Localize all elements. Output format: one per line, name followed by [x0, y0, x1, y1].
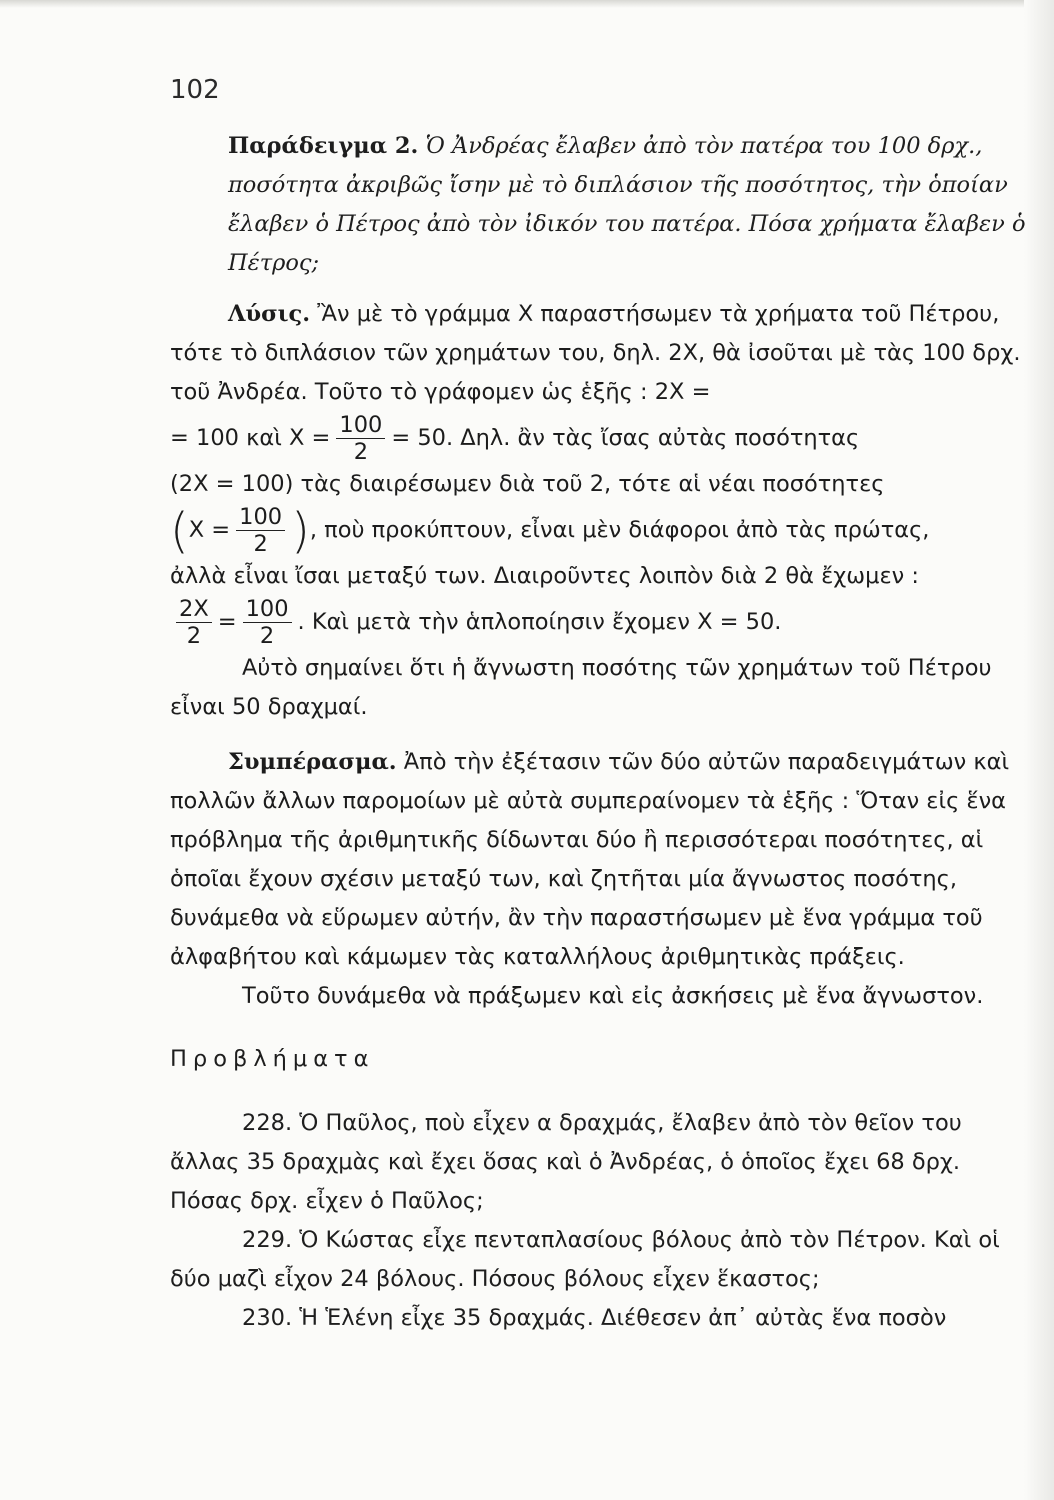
problem-229: 229. Ὁ Κώστας εἶχε πενταπλασίους βόλους ἀπὸ τὸν Πέτρον. Καὶ οἱ δύο μαζὶ εἶχον 24 βόλους. Πόσους βόλους εἶχεν ἕκαστος; [170, 1227, 1000, 1292]
equation-2-suffix: , ποὺ προκύπτουν, εἶναι μὲν διάφοροι ἀπὸ τὰς πρώτας, [309, 517, 930, 543]
fraction-denominator: 2 [253, 531, 268, 557]
example-paragraph [228, 127, 1030, 283]
equation-1-suffix: = 50. Δηλ. ἂν τὰς ἴσας αὐτὰς ποσότητας [391, 425, 860, 451]
right-parenthesis: ) [291, 502, 310, 559]
example-text: Ὁ Ἀνδρέας ἔλαβεν ἀπὸ τὸν πατέρα του 100 δρχ., ποσότητα ἀκριβῶς ἴσην μὲ τὸ διπλάσιον τῆς ποσότητος, τὴν ὁποίαν ἔλαβεν ὁ Πέτρος ἀπὸ τὸν ἰδικόν του πατέρα. Πόσα χρήματα ἔλαβεν ὁ Πέτρος; [228, 133, 1026, 276]
fraction-numerator: 100 [236, 504, 285, 531]
fraction-100-over-2-c [243, 596, 292, 649]
fraction-100-over-2-b [236, 504, 285, 557]
fraction-denominator: 2 [353, 439, 369, 465]
page-top-shadow [0, 0, 1054, 8]
solution-text-1: Ἂν μὲ τὸ γράμμα Χ παραστήσωμεν τὰ χρήματα τοῦ Πέτρου, τότε τὸ διπλάσιον τῶν χρημάτων του, δηλ. 2Χ, θὰ ἰσοῦται μὲ τὰς 100 δρχ. τοῦ Ἀνδρέα. Τοῦτο τὸ γράφομεν ὡς ἑξῆς : 2Χ = [170, 301, 1021, 405]
conclusion-text-2: Τοῦτο δυνάμεθα νὰ πράξωμεν καὶ εἰς ἀσκήσεις μὲ ἕνα ἄγνωστον. [242, 983, 984, 1009]
solution-paragraph [170, 295, 1030, 412]
problems-heading: Προβλήματα [170, 1046, 375, 1072]
solution-text-4: Αὐτὸ σημαίνει ὅτι ἡ ἄγνωστη ποσότης τῶν χρημάτων τοῦ Πέτρου εἶναι 50 δραχμαί. [170, 655, 992, 720]
equation-3-suffix: . Καὶ μετὰ τὴν ἁπλοποίησιν ἔχομεν Χ = 50. [297, 609, 782, 635]
book-page [170, 75, 1030, 1338]
equation-1 [170, 412, 1030, 465]
solution-heading: Λύσις. [228, 301, 311, 327]
conclusion-text: Ἀπὸ τὴν ἐξέτασιν τῶν δύο αὐτῶν παραδειγμάτων καὶ πολλῶν ἄλλων παρομοίων μὲ αὐτὰ συμπεραίνομεν τὰ ἑξῆς : Ὅταν εἰς ἕνα πρόβλημα τῆς ἀριθμητικῆς δίδωνται δύο ἢ περισσότεραι ποσότητες, αἱ ὁποῖαι ἔχουν σχέσιν μεταξύ των, καὶ ζητῆται μία ἄγνωστος ποσότης, δυνάμεθα νὰ εὕρωμεν αὐτήν, ἂν τὴν παραστήσωμεν μὲ ἕνα γράμμα τοῦ ἀλφαβήτου καὶ κάμωμεν τὰς καταλλήλους ἀριθμητικὰς πράξεις. [170, 749, 1010, 970]
left-parenthesis: ( [170, 502, 189, 559]
conclusion-heading: Συμπέρασμα. [228, 749, 397, 775]
equals-sign: = [217, 609, 237, 635]
fraction-numerator: 100 [243, 596, 292, 623]
example-heading: Παράδειγμα 2. [228, 133, 419, 159]
problem-230: 230. Ἡ Ἑλένη εἶχε 35 δραχμάς. Διέθεσεν ἀπ᾽ αὐτὰς ἕνα ποσὸν [242, 1305, 947, 1331]
fraction-denominator: 2 [259, 623, 275, 649]
fraction-2x-over-2 [176, 596, 212, 649]
fraction-100-over-2 [336, 412, 385, 465]
equation-1-prefix: = 100 καὶ Χ = [170, 425, 331, 451]
equation-2-prefix: Χ = [188, 517, 231, 543]
page-number: 102 [170, 75, 220, 105]
problem-228: 228. Ὁ Παῦλος, ποὺ εἶχεν α δραχμάς, ἔλαβεν ἀπὸ τὸν θεῖον του ἄλλας 35 δραχμὰς καὶ ἔχει ὅσας καὶ ὁ Ἀνδρέας, ὁ ὁποῖος ἔχει 68 δρχ. Πόσας δρχ. εἶχεν ὁ Παῦλος; [170, 1110, 962, 1214]
solution-text-2: (2Χ = 100) τὰς διαιρέσωμεν διὰ τοῦ 2, τότε αἱ νέαι ποσότητες [170, 471, 885, 497]
fraction-numerator: 100 [336, 412, 385, 439]
fraction-denominator: 2 [186, 623, 202, 649]
equation-3 [170, 596, 1030, 649]
solution-text-3: ἀλλὰ εἶναι ἴσαι μεταξύ των. Διαιροῦντες λοιπὸν διὰ 2 θὰ ἔχωμεν : [170, 563, 919, 589]
equation-2 [170, 504, 1030, 557]
conclusion-paragraph [170, 743, 1030, 977]
fraction-numerator: 2Χ [176, 596, 212, 623]
